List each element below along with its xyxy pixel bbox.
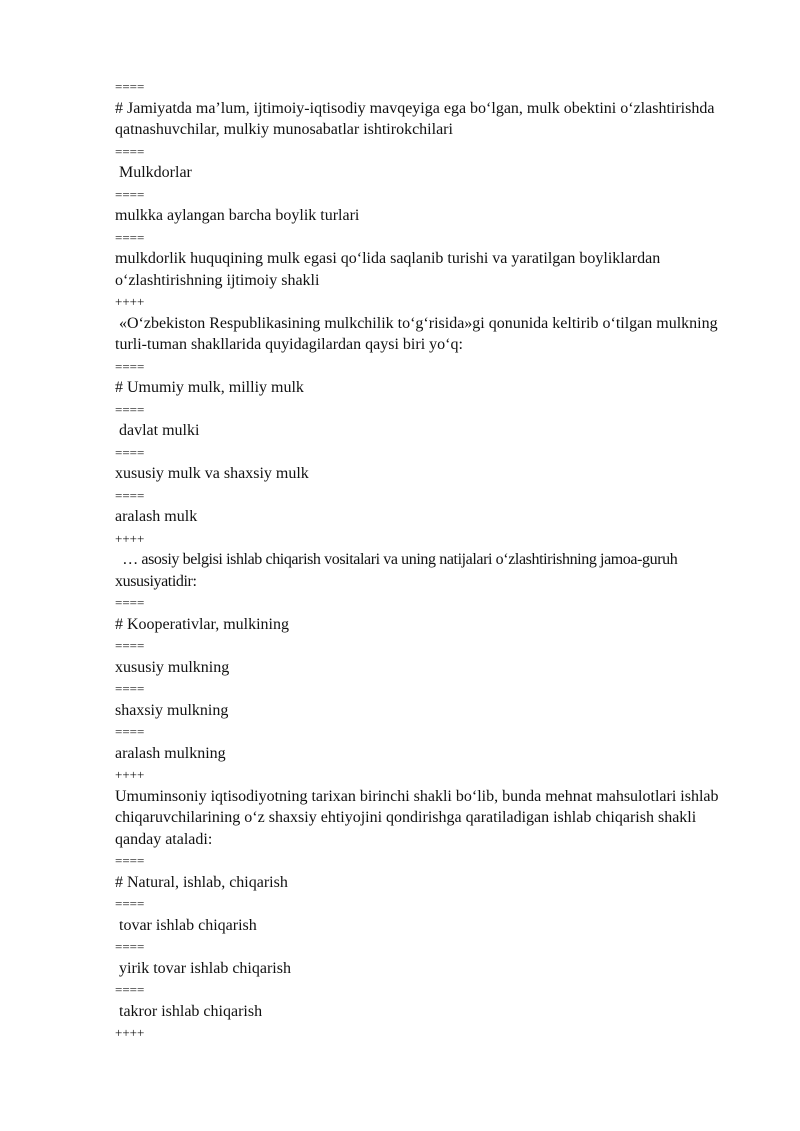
separator-line: ==== <box>115 595 145 610</box>
question-separator-line: ++++ <box>115 767 145 782</box>
document-page <box>115 76 740 1044</box>
separator-line: ==== <box>115 853 145 868</box>
question-separator-line: ++++ <box>115 1025 145 1040</box>
answer-option: aralash mulkning <box>115 744 226 762</box>
separator-line: ==== <box>115 724 145 739</box>
question-answer-line: # Jamiyatda ma’lum, ijtimoiy-iqtisodiy mavqeyiga ega bo‘lgan, mulk obektini o‘zlashtirishda qatnashuvchilar, mulkiy munosabatlar ishtirokchilari <box>115 99 719 138</box>
correct-answer-option: # Kooperativlar, mulkining <box>115 615 289 633</box>
question-separator-line: ++++ <box>115 294 145 309</box>
separator-line: ==== <box>115 681 145 696</box>
separator-line: ==== <box>115 401 145 417</box>
answer-option: davlat mulki <box>115 422 200 439</box>
correct-answer-option: # Umumiy mulk, milliy mulk <box>115 379 304 396</box>
question-text: «O‘zbekiston Respublikasining mulkchilik to‘g‘risida»gi qonunida keltirib o‘tilgan mulkning turli-tuman shakllarida quyidagilardan qaysi biri yo‘q: <box>115 314 722 353</box>
answer-option: xususiy mulk va shaxsiy mulk <box>115 465 309 482</box>
separator-line: ==== <box>115 939 145 954</box>
answer-option: mulkdorlik huquqining mulk egasi qo‘lida saqlanib turishi va yaratilgan boyliklardan o‘zlashtirishning ijtimoiy shakli <box>115 250 665 289</box>
separator-line: ==== <box>115 229 145 245</box>
separator-line: ==== <box>115 186 145 202</box>
answer-option: mulkka aylangan barcha boylik turlari <box>115 207 360 224</box>
question-separator-line: ++++ <box>115 530 145 546</box>
answer-option: shaxsiy mulkning <box>115 701 229 719</box>
separator-line: ==== <box>115 982 145 997</box>
separator-line: ==== <box>115 143 145 159</box>
answer-option: takror ishlab chiqarish <box>115 1002 263 1020</box>
answer-option: tovar ishlab chiqarish <box>115 916 257 934</box>
separator-line: ==== <box>115 896 145 911</box>
separator-line: ==== <box>115 358 145 374</box>
separator-line: ==== <box>115 487 145 503</box>
answer-option: yirik tovar ishlab chiqarish <box>115 959 291 977</box>
separator-line: ==== <box>115 79 145 94</box>
separator-line: ==== <box>115 638 145 653</box>
answer-option: aralash mulk <box>115 508 198 525</box>
answer-option: Mulkdorlar <box>115 164 192 181</box>
correct-answer-option: # Natural, ishlab, chiqarish <box>115 873 288 891</box>
separator-line: ==== <box>115 444 145 460</box>
answer-option: xususiy mulkning <box>115 658 230 676</box>
question-text: Umuminsoniy iqtisodiyotning tarixan birinchi shakli bo‘lib, bunda mehnat mahsulotlari ishlab chiqaruvchilarining o‘z shaxsiy ehtiyojini qondirishga qaratiladigan ishlab chiqarish shakli qanday ataladi: <box>115 787 723 848</box>
question-text: … asosiy belgisi ishlab chiqarish vositalari va uning natijalari o‘zlashtirishning jamoa-guruh xususiyatidir: <box>115 551 681 590</box>
